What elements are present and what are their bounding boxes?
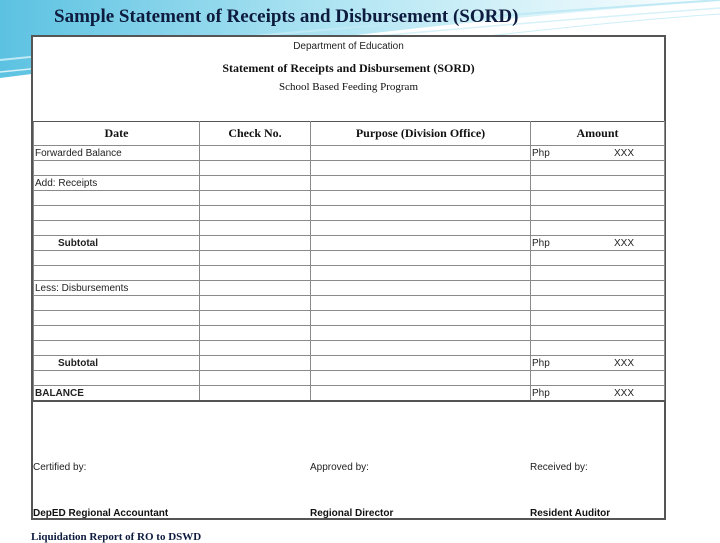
table-row bbox=[34, 146, 665, 161]
table-row bbox=[34, 221, 665, 236]
header-date: Date bbox=[34, 122, 200, 146]
forwarded-balance-label: Forwarded Balance bbox=[34, 146, 200, 161]
received-by-label: Received by: bbox=[530, 462, 588, 473]
table-row bbox=[34, 206, 665, 221]
header-check-no: Check No. bbox=[200, 122, 311, 146]
add-receipts-label: Add: Receipts bbox=[34, 176, 200, 191]
header-amount: Amount bbox=[531, 122, 665, 146]
table-row bbox=[34, 296, 665, 311]
amount-cell: Php XXX bbox=[531, 356, 665, 371]
table-row bbox=[34, 176, 665, 191]
approved-by-label: Approved by: bbox=[310, 462, 369, 473]
subtotal-label: Subtotal bbox=[34, 236, 200, 251]
table-row bbox=[34, 281, 665, 296]
table-row bbox=[34, 191, 665, 206]
table-row bbox=[34, 386, 665, 402]
program-name: School Based Feeding Program bbox=[278, 81, 418, 93]
less-disbursements-label: Less: Disbursements bbox=[34, 281, 200, 296]
table-row bbox=[34, 161, 665, 176]
accountant-signatory: DepED Regional Accountant bbox=[33, 508, 169, 519]
director-signatory: Regional Director bbox=[310, 508, 394, 519]
sord-table bbox=[33, 121, 665, 402]
slide-title: Sample Statement of Receipts and Disbursement (SORD) bbox=[54, 6, 519, 27]
header-purpose: Purpose (Division Office) bbox=[311, 122, 531, 146]
certified-by-label: Certified by: bbox=[33, 462, 87, 473]
department-name: Department of Education bbox=[293, 41, 404, 52]
table-row bbox=[34, 356, 665, 371]
slide-footer: Liquidation Report of RO to DSWD bbox=[31, 531, 202, 543]
statement-title: Statement of Receipts and Disbursement (SORD) bbox=[222, 61, 475, 75]
sord-sheet bbox=[31, 35, 666, 520]
signature-area bbox=[33, 400, 664, 520]
sheet-header bbox=[33, 37, 664, 121]
auditor-signatory: Resident Auditor bbox=[530, 508, 611, 519]
table-header-row bbox=[34, 122, 665, 146]
table-row bbox=[34, 236, 665, 251]
amount-cell: Php XXX bbox=[531, 236, 665, 251]
subtotal-label: Subtotal bbox=[34, 356, 200, 371]
table-row bbox=[34, 266, 665, 281]
table-row bbox=[34, 251, 665, 266]
table-row bbox=[34, 371, 665, 386]
table-row bbox=[34, 326, 665, 341]
table-row bbox=[34, 311, 665, 326]
balance-label: BALANCE bbox=[34, 386, 200, 402]
amount-cell: Php XXX bbox=[531, 146, 665, 161]
table-row bbox=[34, 341, 665, 356]
amount-cell: Php XXX bbox=[531, 386, 665, 402]
